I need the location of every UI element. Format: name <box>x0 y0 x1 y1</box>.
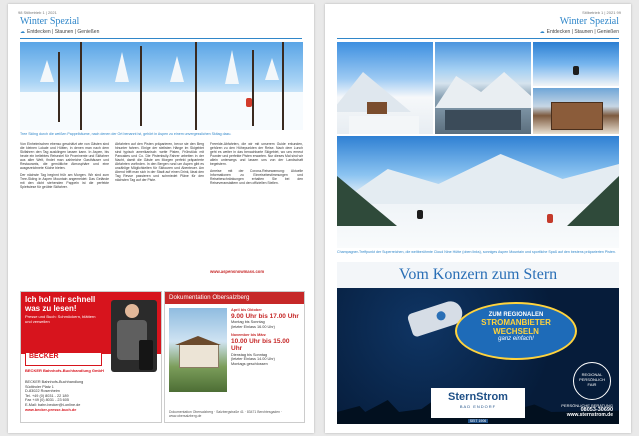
hours-note: (letzter Einlass 16.00 Uhr) <box>231 324 275 329</box>
seal-line: FAIR <box>587 382 597 387</box>
regional-seal <box>573 362 611 400</box>
store-name: BECKER Bahnhofs-Buchhandlung GmbH <box>25 368 104 373</box>
slopes-top-photo <box>533 42 619 86</box>
becker-logo: BECKER <box>25 352 102 366</box>
sternstrom-ad[interactable] <box>337 262 619 424</box>
becker-bookstore-ad[interactable] <box>20 291 162 423</box>
paragraph: Der nächste Tag beginnt früh am Morgen. Wir sind zum Tree-Skiing in Aspen Mountain angemeldet: Das Gelände mit den dicht stehenden Pappeln ist die perfekte Spielwiese für geübte Skifahrer. <box>20 173 109 190</box>
hours-note: Montags geschlossen <box>231 361 268 366</box>
aspen-mountain-view-photo <box>435 42 531 134</box>
ad-headline-band <box>337 262 619 288</box>
paragraph: Abfahrten auf den Pisten präparieren, bevor sie den Berg hinunter fahren. Einige der steilsten Hänge im Skigebiet sind typisch amerikanisch: weite Pisten, Frühstück mit Pancakes und Co. Die Pistenbully-Fahrer arbeiten in der Nacht, damit die Gäste am Morgen perfekt präparierte Abfahrten vorfinden. In den Bergen rund um Aspen gibt es unzählige Möglichkeiten für Skitouren und Abenteuer. Am Abend trifft man sich in der Stadt auf einen Drink, lässt den Tag Revue passieren und schmiedet Pläne für den nächsten Tag auf der Piste. <box>115 142 204 183</box>
hours-time-1: 9.00 Uhr bis 17.00 Uhr <box>231 312 299 320</box>
hours-note: (letzter Einlass 14.00 Uhr) <box>231 357 275 361</box>
address-line: Südtiroler Platz 1 <box>25 384 54 389</box>
section-subtitle <box>540 29 619 35</box>
web-link[interactable]: www.becker-presse-buch.de <box>25 407 77 412</box>
divider-line <box>337 38 619 39</box>
ad-headline: Vom Konzern zum Stern <box>398 266 558 283</box>
tree-skiing-photo <box>20 42 303 130</box>
aspen-skiers-slope-photo <box>337 136 619 248</box>
paragraph: Anreise mit der Corona-Reisewarnung: Aktuelle Informationen zu Einreisebestimmungen und Reisebeschränkungen erhalten Sie bei den Reiseveranstaltern und den offiziellen Stellen. <box>210 169 303 186</box>
mountain-building-photo <box>169 308 227 392</box>
obersalzberg-ad[interactable] <box>164 291 305 423</box>
right-magazine-page <box>325 4 631 433</box>
divider-line <box>20 38 302 39</box>
contact-info <box>543 403 613 418</box>
article-column-2 <box>115 142 204 262</box>
hours-time-2: 10.00 Uhr bis 15.00 Uhr <box>231 337 290 352</box>
woman-with-suitcase-image <box>111 300 157 372</box>
brand-name: SternStrom <box>448 391 508 403</box>
badge-line: ZUM REGIONALEN <box>488 312 544 318</box>
badge-line: WECHSELN <box>493 327 539 336</box>
article-url[interactable]: www.aspensnowmass.com <box>210 269 265 274</box>
page-folio: 98 Stilbetrieb 1 | 2021 <box>18 10 57 15</box>
seal-line: REGIONAL <box>581 372 603 377</box>
offer-badge <box>455 302 577 360</box>
ad-title-bar: Dokumentation Obersalzberg <box>165 292 304 304</box>
ad-subhead: Presse und Buch: Schmöckern, blättern und verweilen <box>25 314 96 324</box>
opening-hours <box>231 308 301 366</box>
address-line: D-83022 Rosenheim <box>25 389 60 394</box>
contact-head: PERSÖNLICHE BERATUNG <box>561 403 613 408</box>
store-address <box>25 380 117 412</box>
article-column-1 <box>20 142 109 250</box>
skier-figure <box>417 210 423 219</box>
article-column-3 <box>210 142 303 262</box>
phone-line: Tel. +49 (0) 8031 - 22 189 <box>25 393 69 398</box>
left-magazine-page <box>8 4 314 433</box>
section-title: Winter Spezial <box>559 16 619 27</box>
cloud-icon: ☁ <box>20 29 25 35</box>
page-folio: Stilbetrieb 1 | 2021 99 <box>582 10 621 15</box>
cloud-nine-slope-photo <box>337 42 433 134</box>
photo-caption: Champagner-Treffpunkt der Superreichen, die weltberühmte Cloud Nine Hütte (oben links), sonniges Aspen Mountain und sportliche Spaß auf den bestens präparierten Pisten. <box>337 250 616 254</box>
email-line[interactable]: E-Mail: bahn.becker@t-online.de <box>25 402 81 407</box>
brand-year: SEIT 1906 <box>469 419 487 423</box>
section-subtitle <box>20 29 99 35</box>
hours-note: Montag bis Sonntag <box>231 320 265 324</box>
hotel-building-photo <box>533 88 619 134</box>
badge-line: STROMANBIETER <box>481 318 551 327</box>
hours-season-2: November bis März <box>231 333 266 337</box>
brand-sub: BAD ENDORF <box>459 404 497 409</box>
paragraph: Von Einheimischen ebenso geschätzt wie von Gästen sind die kleinen Lokale und Hütten, in denen man nach dem Skifahren den Tag ausklingen lassen kann. In Aspen, bis heute ein beliebtes Reiseziel für Prominente und Skifahrer aus aller Welt, findet man zahlreiche Gasthäuser und Restaurants, die gemütliche Atmosphäre und eine ausgezeichnete Küche bieten. <box>20 142 109 171</box>
contact-phone[interactable]: 08053-30690 <box>580 407 613 413</box>
sternstrom-logo-box <box>431 388 525 423</box>
ad-footer: Dokumentation Obersalzberg · Salzbergstraße 41 · 83471 Berchtesgaden · www.obersalzberg.de <box>169 410 283 418</box>
contact-web-link[interactable]: www.sternstrom.de <box>566 412 613 418</box>
photo-caption: Tree Skiing durch die weißen Pappelbäume, nach denen der Ort benannt ist, gehört in Aspen zu einem unvergesslichen Skitag dazu. <box>20 132 232 136</box>
hours-season-1: April bis Oktober <box>231 308 262 312</box>
ad-headline: Ich hol mir schnell was zu lesen! <box>25 295 96 313</box>
fax-line: Fax +49 (0) 8031 - 23 605 <box>25 398 70 403</box>
hours-note: Dienstag bis Sonntag <box>231 352 268 357</box>
cloud-icon: ☁ <box>539 29 545 35</box>
badge-line: ganz einfach! <box>498 336 534 342</box>
paragraph: Freeride-Abfahrten, die wir mit unserem Guide erkunden, gehören zu den Höhepunkten der Reise. Nach dem Lunch geht es weiter in das benachbarte Skigebiet, wo uns erneut Powder und perfekte Pisten erwarten. Nur dieses Mal sind wir allein unterwegs und lassen uns von der Landschaft begeistern. <box>210 142 303 167</box>
section-title: Winter Spezial <box>20 16 80 27</box>
seal-line: PERSÖNLICH <box>578 377 605 382</box>
skier-figure <box>547 214 553 223</box>
skier-figure <box>246 98 252 107</box>
address-line: BECKER Bahnhofs-Buchhandlung <box>25 380 84 384</box>
section-subtitle-text: Entdecken | Staunen | Genießen <box>27 29 100 35</box>
section-subtitle-text: Entdecken | Staunen | Genießen <box>546 29 619 35</box>
